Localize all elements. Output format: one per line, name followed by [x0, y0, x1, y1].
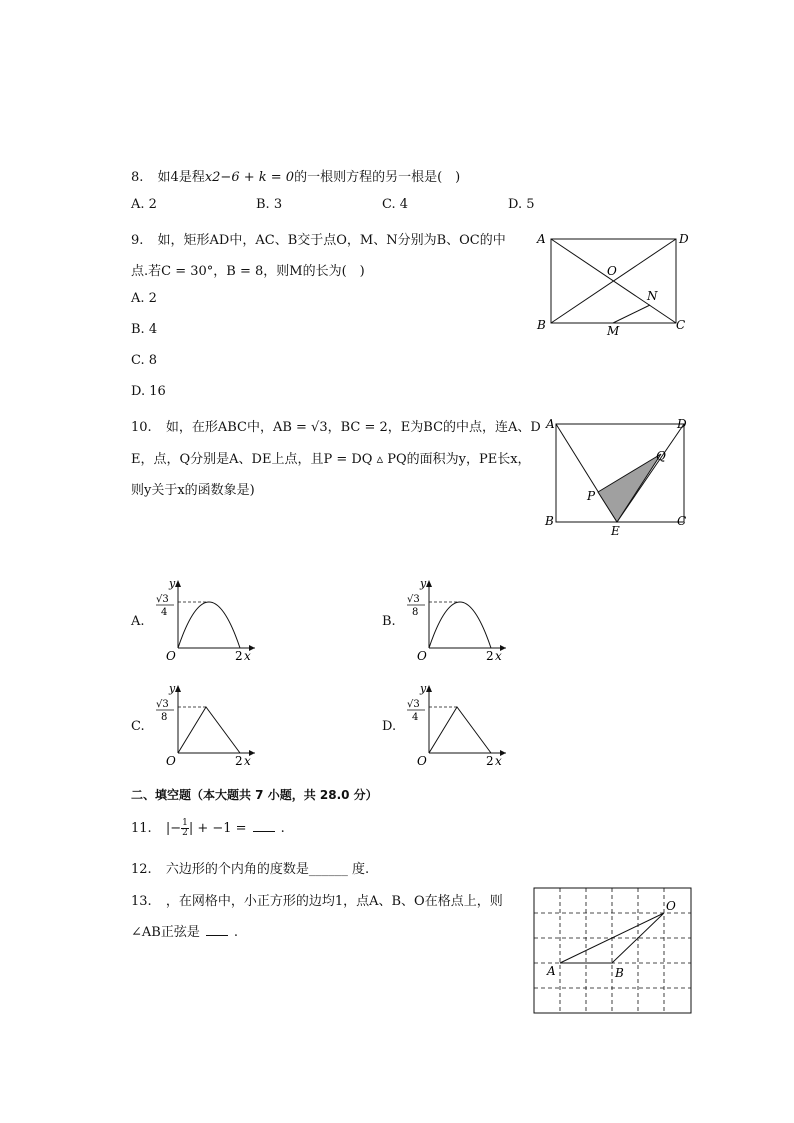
question-11: [131, 819, 285, 838]
label-q: Q: [656, 449, 666, 463]
y-max-numerator: √3: [156, 594, 169, 605]
section-title: 二、填空题（本大题共 7 小题，共 28.0 分）: [131, 788, 378, 802]
graph-option-a[interactable]: [150, 578, 260, 664]
x-tick-label: 2: [486, 649, 494, 663]
question-text: 如4是程: [157, 170, 205, 185]
option-a[interactable]: A. 2: [131, 197, 157, 212]
y-axis-arrow: [175, 685, 181, 692]
x-axis-label: x: [495, 649, 502, 663]
question-13: [131, 890, 503, 909]
label-o: O: [666, 899, 676, 913]
y-max-numerator: √3: [407, 594, 420, 605]
y-axis-arrow: [175, 580, 181, 587]
triangle-curve: [429, 707, 491, 753]
label-b: B: [545, 514, 554, 528]
fraction: [181, 819, 189, 838]
fraction-denominator: 2: [182, 828, 188, 838]
graph-option-d-label[interactable]: D.: [382, 719, 397, 734]
option-a[interactable]: A. 2: [131, 291, 157, 306]
y-max-denominator: 4: [161, 607, 168, 618]
question-text-tail: 的一根则方程的另一根是( ): [294, 170, 461, 185]
question-number: 9.: [131, 233, 144, 248]
rectangle-figure: [530, 226, 700, 341]
label-c: C: [677, 514, 687, 528]
graph-option-a-label[interactable]: A.: [131, 614, 145, 629]
label-a: A: [546, 417, 555, 431]
option-c[interactable]: C. 8: [131, 353, 158, 368]
y-axis-label: y: [169, 683, 176, 695]
x-axis-label: x: [495, 754, 502, 768]
y-max-numerator: √3: [156, 699, 169, 710]
question-12: [131, 858, 369, 877]
origin-label: O: [166, 754, 176, 768]
y-axis-label: y: [420, 578, 427, 590]
graph-option-c[interactable]: [150, 683, 260, 769]
question-text: 六边形的个内角的度数是______ 度.: [165, 862, 370, 877]
equation: x2−6 + k = 0: [204, 170, 295, 185]
origin-label: O: [417, 754, 427, 768]
question-number: 8.: [131, 170, 144, 185]
x-axis-label: x: [244, 754, 251, 768]
question-number: 11.: [131, 821, 152, 836]
question-number: 13.: [131, 894, 152, 909]
y-max-denominator: 8: [412, 607, 419, 618]
y-axis-arrow: [426, 685, 432, 692]
label-b: B: [615, 966, 624, 980]
graph-option-c-label[interactable]: C.: [131, 719, 145, 734]
label-b: B: [537, 318, 546, 332]
label-o: O: [607, 264, 617, 278]
grid-figure: [533, 887, 693, 1015]
parabola-curve: [429, 602, 491, 648]
expression-tail: | + −1 =: [188, 821, 247, 836]
question-text-line2: E，点，Q分别是A、DE上点，且P = DQ ▵ PQ的面积为y，PE长x，: [131, 452, 531, 467]
x-tick-label: 2: [235, 754, 243, 768]
question-8: [131, 166, 460, 185]
abs-open: |−: [165, 821, 182, 836]
label-p: P: [587, 489, 596, 503]
question-number: 10.: [131, 420, 152, 435]
question-text-line1: 如，在形ABC中，AB = √3，BC = 2，E为BC的中点，连A、D: [165, 420, 541, 435]
y-axis-label: y: [420, 683, 427, 695]
y-axis-label: y: [169, 578, 176, 590]
x-tick-label: 2: [235, 649, 243, 663]
x-tick-label: 2: [486, 754, 494, 768]
graph-option-d[interactable]: [401, 683, 511, 769]
y-axis-arrow: [426, 580, 432, 587]
question-10: [131, 416, 541, 435]
label-m: M: [607, 324, 620, 338]
period: .: [280, 821, 285, 836]
answer-blank[interactable]: [253, 830, 275, 832]
question-text-line2: ∠AB正弦是: [131, 925, 200, 940]
question-text-line2: 点.若C = 30°，B = 8，则M的长为( ): [131, 264, 365, 279]
option-c[interactable]: C. 4: [382, 197, 409, 212]
option-b[interactable]: B. 3: [256, 197, 283, 212]
label-c: C: [676, 318, 686, 332]
origin-label: O: [417, 649, 427, 663]
y-max-denominator: 8: [161, 712, 168, 723]
option-d[interactable]: D. 16: [131, 384, 166, 399]
graph-option-b[interactable]: [401, 578, 511, 664]
label-n: N: [647, 289, 658, 303]
question-number: 12.: [131, 862, 152, 877]
y-max-numerator: √3: [407, 699, 420, 710]
question-9: [131, 229, 506, 248]
origin-label: O: [166, 649, 176, 663]
y-max-denominator: 4: [412, 712, 419, 723]
question-text-line3: 则y关于x的函数象是): [131, 483, 255, 498]
option-d[interactable]: D. 5: [508, 197, 535, 212]
option-b[interactable]: B. 4: [131, 322, 158, 337]
fraction-numerator: 1: [182, 818, 188, 828]
label-d: D: [679, 232, 689, 246]
label-a: A: [537, 232, 546, 246]
question-13-line2: [131, 921, 238, 940]
triangle-curve: [178, 707, 240, 753]
label-a: A: [547, 964, 556, 978]
period: .: [233, 925, 238, 940]
question-text-line1: ，在网格中，小正方形的边均1，点A、B、O在格点上，则: [165, 894, 503, 909]
label-e: E: [611, 524, 620, 538]
x-axis-label: x: [244, 649, 251, 663]
rectangle-triangle-figure: [540, 414, 695, 540]
graph-option-b-label[interactable]: B.: [382, 614, 396, 629]
label-d: D: [677, 417, 687, 431]
question-text-line1: 如，矩形AD中，AC、B交于点O，M、N分别为B、OC的中: [157, 233, 506, 248]
parabola-curve: [178, 602, 240, 648]
answer-blank[interactable]: [206, 934, 228, 936]
